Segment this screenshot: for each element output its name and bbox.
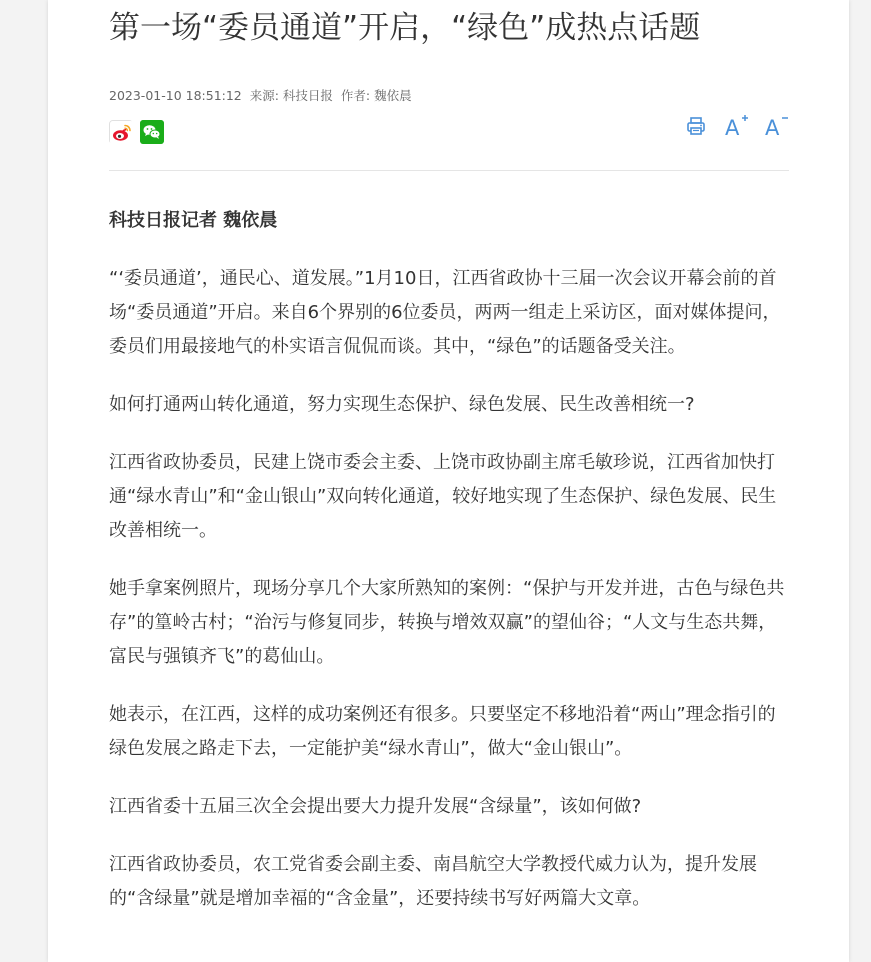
wechat-icon [140,120,164,144]
font-increase-label: A [725,116,740,139]
print-button[interactable] [683,113,709,139]
weibo-share-button[interactable] [109,120,133,144]
wechat-share-button[interactable] [140,120,164,144]
article-paragraph: “‘委员通道’，通民心、道发展。”1月10日，江西省政协十三届一次会议开幕会前的首场“委员通道”开启。来自6个界别的6位委员，两两一组走上采访区，面对媒体提问，委员们用最接地气的朴实语言侃侃而谈。其中，“绿色”的话题备受关注。 [109,268,781,357]
font-increase-icon [723,113,749,139]
article-paragraph: 江西省政协委员，农工党省委会副主委、南昌航空大学教授代威力认为，提升发展的“含绿量”就是增加幸福的“含金量”，还要持续书写好两篇大文章。 [109,854,757,909]
article-paragraph: 江西省委十五届三次全会提出要大力提升发展“含绿量”，该如何做? [109,796,642,817]
article-paragraph: 她手拿案例照片，现场分享几个大家所熟知的案例：“保护与开发并进，古色与绿色共存”的篁岭古村；“治污与修复同步，转换与增效双赢”的望仙谷；“人文与生态共舞，富民与强镇齐飞”的葛仙山。 [109,578,785,667]
article-byline: 科技日报记者 魏依晨 [109,210,278,231]
article-paragraph: 如何打通两山转化通道，努力实现生态保护、绿色发展、民生改善相统一? [109,394,695,415]
font-increase-button[interactable] [723,113,749,139]
article-body [109,204,789,940]
font-decrease-icon [763,113,789,139]
article-tools [683,113,789,139]
article-source: 来源: 科技日报 [249,88,333,103]
share-bar [109,120,164,144]
article-paragraph: 她表示，在江西，这样的成功案例还有很多。只要坚定不移地沿着“两山”理念指引的绿色发展之路走下去，一定能护美“绿水青山”，做大“金山银山”。 [109,704,776,759]
weibo-icon [110,121,134,145]
print-icon [685,115,707,137]
font-decrease-label: A [765,116,780,139]
article-paragraph: 江西省政协委员，民建上饶市委会主委、上饶市政协副主席毛敏珍说，江西省加快打通“绿水青山”和“金山银山”双向转化通道，较好地实现了生态保护、绿色发展、民生改善相统一。 [109,452,777,541]
article-page [48,0,849,962]
article-datetime: 2023-01-10 18:51:12 [109,88,242,103]
header-divider [109,170,789,171]
article-meta [109,86,416,104]
font-decrease-button[interactable] [763,113,789,139]
article-title: 第一场“委员通道”开启，“绿色”成热点话题 [109,10,701,46]
article-author: 作者: 魏依晨 [340,88,412,103]
